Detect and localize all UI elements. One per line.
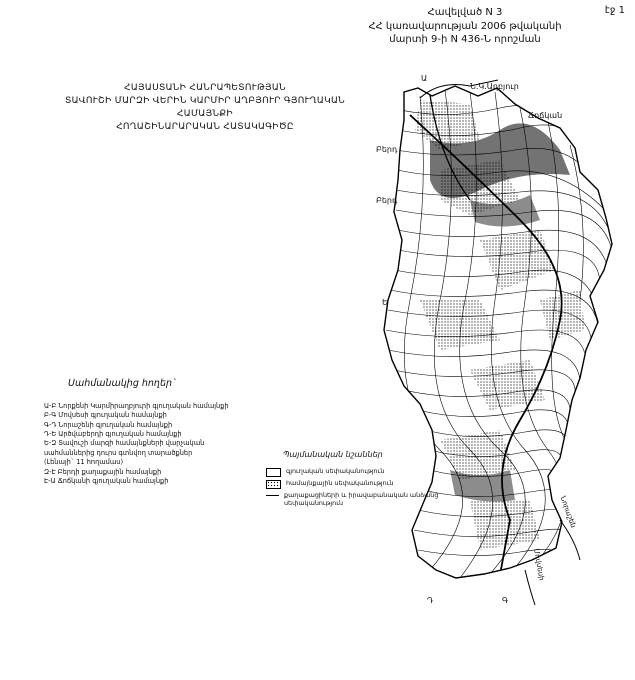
neighbors-heading: Սահմանակից հողեր` xyxy=(68,378,177,389)
annex-line-1: Հավելված N 3 xyxy=(427,7,503,18)
legend-line-symbol xyxy=(266,495,279,496)
legend-item xyxy=(266,479,486,489)
legend-item xyxy=(266,467,486,477)
title-line-2: ՏԱՎՈՒՇԻ ՄԱՐԶԻ ՎԵՐԻՆ ԿԱՐՄԻՐ ԱՂԲՅՈՒՐ ԳՅՈՒՂԱԿԱՆ ՀԱՄԱՅՆՔԻ xyxy=(64,96,346,120)
neighbor-item: Բ-Գ Մովսեսի գյուղական համայնքի xyxy=(44,411,167,420)
map-label-movses: Մովսեսի xyxy=(532,548,546,582)
neighbor-item: (Լենայի` 11 հողամաս) xyxy=(44,458,124,467)
legend-item-label: քաղաքացիների և իրավաբանական անձանց սեփականություն xyxy=(284,491,439,508)
neighbor-item: Զ-Է Բերդի քաղաքային համայնքի xyxy=(44,467,162,476)
page-number: էջ 1 xyxy=(604,5,625,16)
annex-line-3: մարտի 9-ի N 436-Ն որոշման xyxy=(389,34,541,45)
neighbor-item: Գ-Դ Նորաշենի գյուղական համայնքի xyxy=(44,420,173,429)
neighbor-item: Է-Ա Ճոճկանի գյուղական համայնքի xyxy=(44,476,169,485)
neighbor-item: Ա-Բ Նորքենի Կարմիրաղբյուրի գյուղական համայնքի xyxy=(44,402,229,410)
legend-heading: Պայմանական նշաններ xyxy=(283,450,383,459)
neighbor-item: սահմաններից դուրս գտնվող տարածքներ xyxy=(44,448,193,457)
map-label-berd-2: Բերդ xyxy=(376,196,398,205)
map-label-noreshen: Նորաշեն xyxy=(558,495,578,529)
legend-item-label: գյուղական սեփականություն xyxy=(286,467,385,475)
neighbor-item: Դ-Ե Արծվաբերդի գյուղական համայնքի xyxy=(44,430,182,439)
neighbor-item: Ե-Զ Տավուշի մարզի համայնքների վարչական xyxy=(44,439,205,448)
legend xyxy=(266,467,486,510)
map-label-village: Ն.Կ.Աղբյուր xyxy=(470,82,519,91)
map-label-chochkan: Ճոճկան xyxy=(528,111,563,120)
neighbors-list xyxy=(44,402,284,486)
title-line-3: ՀՈՂԱՇԻՆԱՐԱՐԱԿԱՆ ՀԱՏԱԿԱԳԻԾԸ xyxy=(116,122,294,133)
map-label-d: Դ xyxy=(427,596,434,605)
legend-box-symbol xyxy=(266,468,281,477)
title-line-1: ՀԱՅԱՍՏԱՆԻ ՀԱՆՐԱՊԵՏՈՒԹՅԱՆ xyxy=(124,83,286,93)
map-label-a: Ա xyxy=(421,74,428,83)
map-label-berd-1: Բերդ xyxy=(376,145,398,154)
legend-dots-symbol xyxy=(266,480,281,489)
map-label-g: Գ xyxy=(502,596,509,605)
map-label-e: Ե xyxy=(382,298,388,307)
legend-item xyxy=(266,491,486,508)
annex-line-2: ՀՀ կառավարության 2006 թվականի xyxy=(368,20,562,32)
legend-item-label: համայնքային սեփականություն xyxy=(286,479,394,487)
